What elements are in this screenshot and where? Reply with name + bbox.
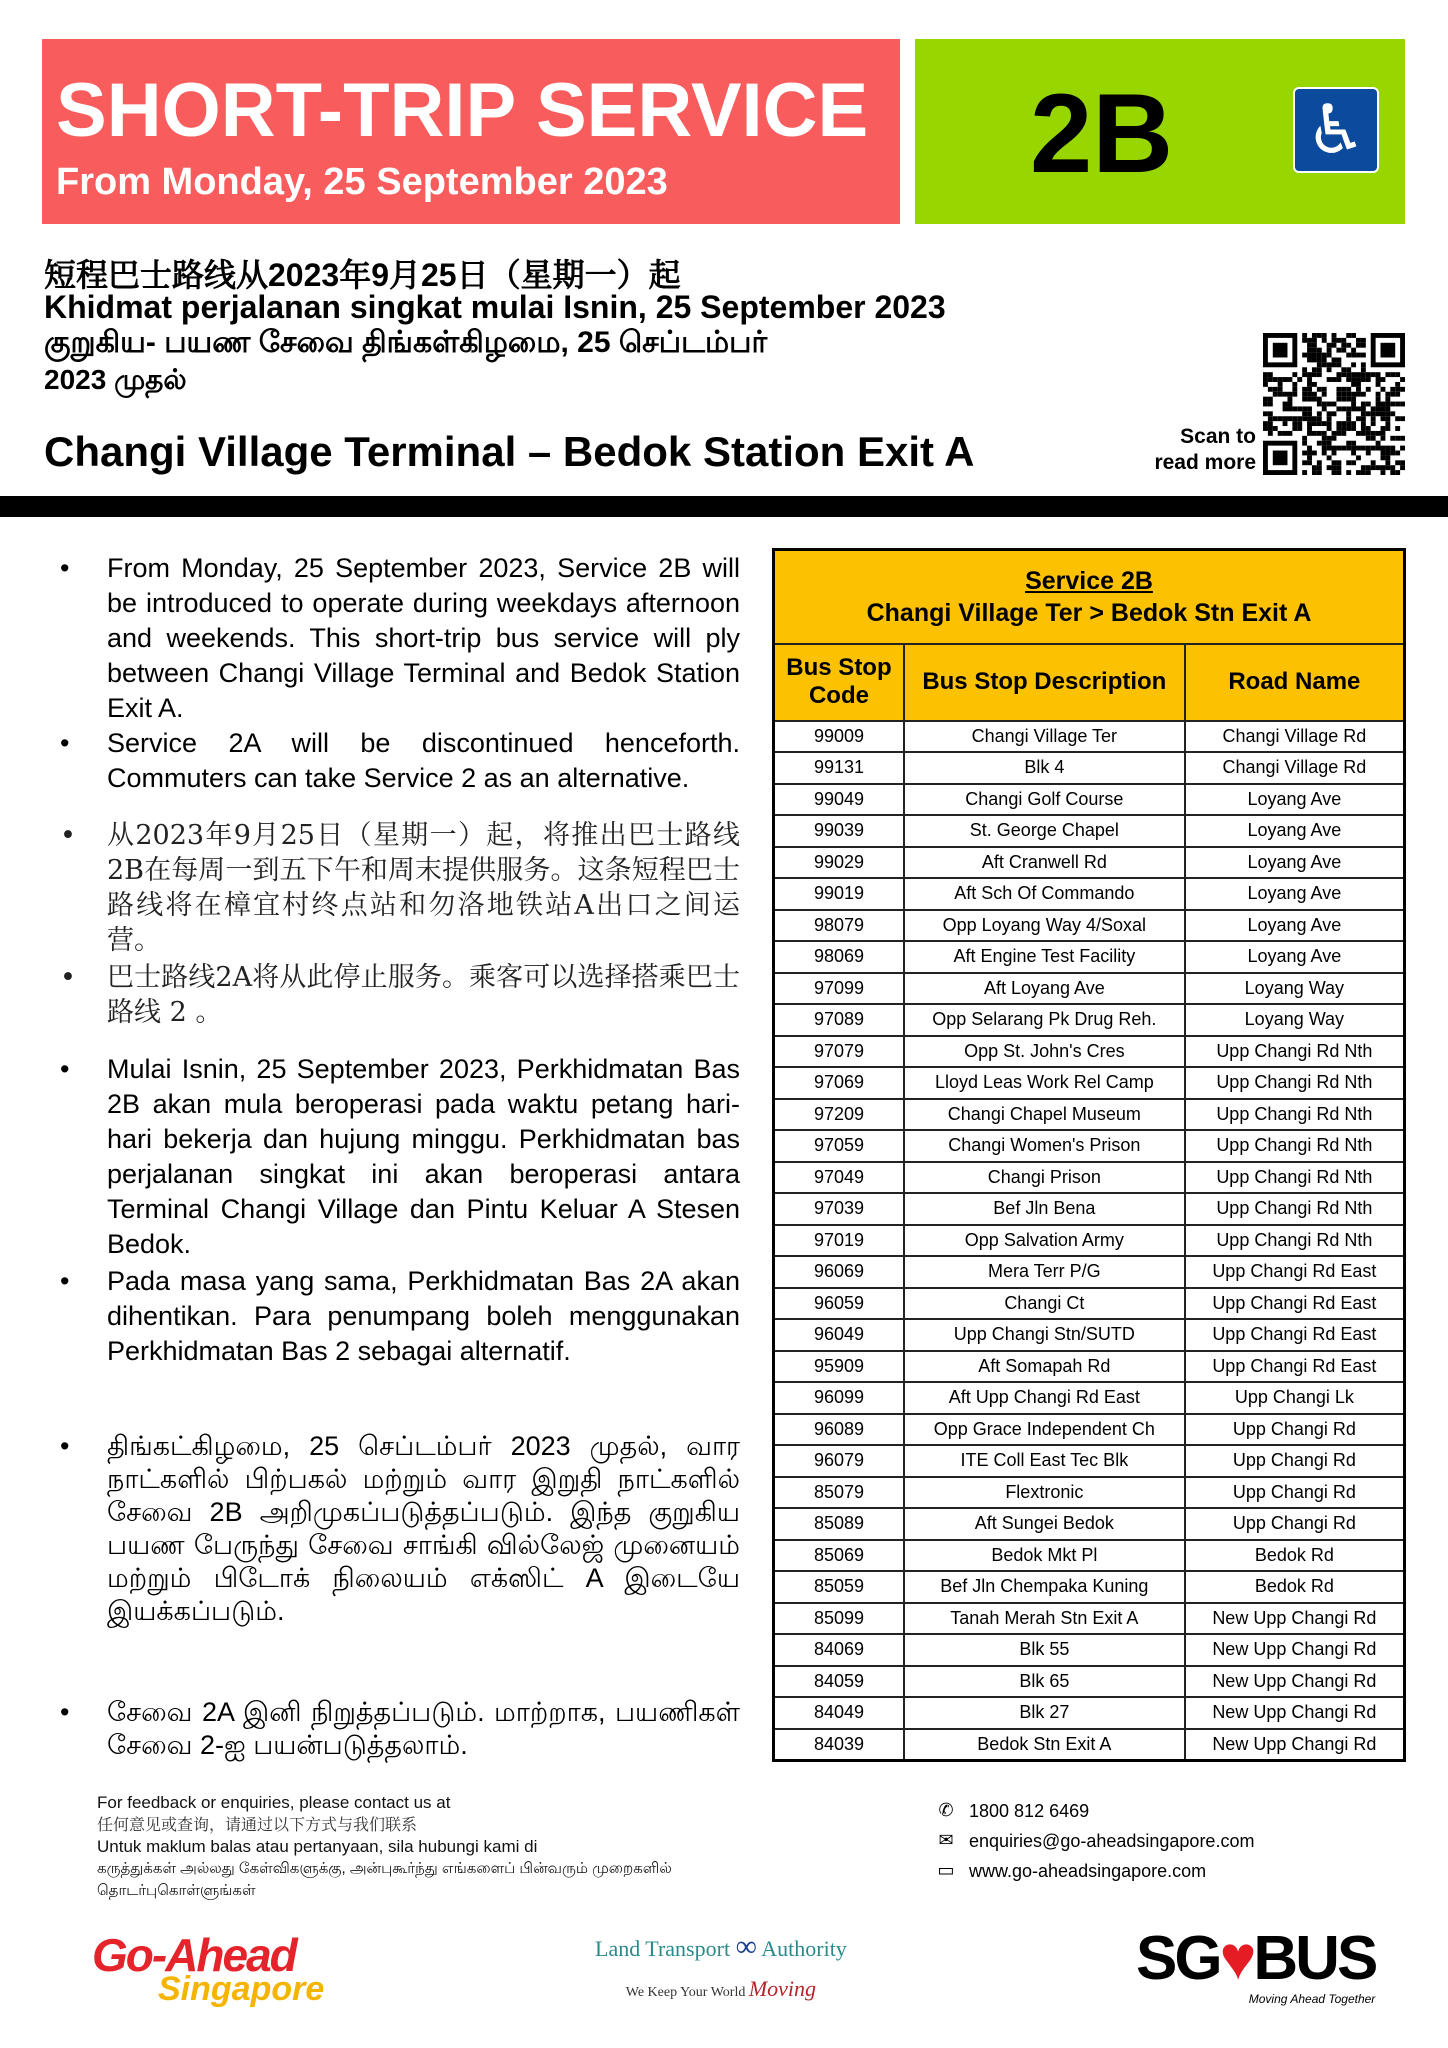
table-row: [774, 752, 1405, 784]
table-row: [774, 1036, 1405, 1068]
cell-description: Upp Changi Stn/SUTD: [904, 1319, 1185, 1351]
cell-code: 99029: [774, 847, 904, 879]
sgbus-logo: [1136, 1924, 1376, 2006]
cell-road: Upp Changi Rd Nth: [1185, 1193, 1405, 1225]
cell-description: Blk 65: [904, 1666, 1185, 1698]
table-row: [774, 1162, 1405, 1194]
cell-description: Opp St. John's Cres: [904, 1036, 1185, 1068]
table-row: [774, 1634, 1405, 1666]
cell-road: Loyang Ave: [1185, 784, 1405, 816]
qr-code[interactable]: [1263, 333, 1405, 475]
cell-code: 97039: [774, 1193, 904, 1225]
cell-code: 97019: [774, 1225, 904, 1257]
cell-description: Lloyd Leas Work Rel Camp: [904, 1067, 1185, 1099]
sgbus-text-1: SG: [1136, 1924, 1220, 1993]
header-title: SHORT-TRIP SERVICE: [56, 68, 869, 153]
email-icon: ✉: [938, 1830, 954, 1851]
cell-code: 84039: [774, 1729, 904, 1761]
route-title: Changi Village Terminal – Bedok Station Exit A: [44, 428, 975, 475]
cell-code: 96079: [774, 1445, 904, 1477]
cell-code: 97069: [774, 1067, 904, 1099]
cell-description: Flextronic: [904, 1477, 1185, 1509]
translation-ms: Khidmat perjalanan singkat mulai Isnin, 25 September 2023: [44, 289, 946, 325]
contact-info: [935, 1796, 1254, 1886]
website-link[interactable]: www.go-aheadsingapore.com: [969, 1861, 1207, 1881]
cell-description: Opp Selarang Pk Drug Reh.: [904, 1004, 1185, 1036]
cell-road: Upp Changi Rd Nth: [1185, 1099, 1405, 1131]
cell-description: Bef Jln Chempaka Kuning: [904, 1571, 1185, 1603]
table-row: [774, 847, 1405, 879]
cell-road: New Upp Changi Rd: [1185, 1634, 1405, 1666]
cell-code: 98079: [774, 910, 904, 942]
wheelchair-icon: ♿: [1293, 87, 1379, 173]
cell-code: 96069: [774, 1256, 904, 1288]
sgbus-text-2: BUS: [1253, 1924, 1376, 1993]
col-header-code: Bus Stop Code: [774, 644, 904, 721]
feedback-text: [97, 1792, 672, 1902]
cell-road: New Upp Changi Rd: [1185, 1603, 1405, 1635]
cell-description: Tanah Merah Stn Exit A: [904, 1603, 1185, 1635]
translation-ta-2: 2023 முதல்: [44, 364, 187, 395]
cell-description: St. George Chapel: [904, 815, 1185, 847]
table-row: [774, 1697, 1405, 1729]
table-row: [774, 973, 1405, 1005]
sgbus-tagline: Moving Ahead Together: [1248, 1992, 1376, 2006]
cell-road: Changi Village Rd: [1185, 752, 1405, 784]
cell-description: Opp Grace Independent Ch: [904, 1414, 1185, 1446]
cell-code: 98069: [774, 941, 904, 973]
table-row: [774, 721, 1405, 753]
qr-label-1: Scan to: [1180, 425, 1256, 448]
lta-text-1: Land Transport: [595, 1936, 731, 1961]
table-subtitle: Changi Village Ter > Bedok Stn Exit A: [866, 598, 1312, 627]
cell-code: 85089: [774, 1508, 904, 1540]
table-row: [774, 1288, 1405, 1320]
computer-icon: ▭: [937, 1860, 955, 1881]
table-row: [774, 1571, 1405, 1603]
cell-description: Aft Loyang Ave: [904, 973, 1185, 1005]
cell-description: ITE Coll East Tec Blk: [904, 1445, 1185, 1477]
cell-description: Blk 55: [904, 1634, 1185, 1666]
cell-description: Bef Jln Bena: [904, 1193, 1185, 1225]
table-row: [774, 1130, 1405, 1162]
table-row: [774, 1603, 1405, 1635]
cell-road: Upp Changi Rd: [1185, 1445, 1405, 1477]
cell-description: Blk 27: [904, 1697, 1185, 1729]
phone-icon: ✆: [938, 1800, 954, 1821]
table-row: [774, 1319, 1405, 1351]
bullet-zh-2: • 巴士路线2A将从此停止服务。乘客可以选择搭乘巴士路线 2 。: [60, 962, 740, 1028]
table-row: [774, 1414, 1405, 1446]
cell-code: 97059: [774, 1130, 904, 1162]
table-row: [774, 1729, 1405, 1761]
table-row: [774, 1477, 1405, 1509]
cell-description: Mera Terr P/G: [904, 1256, 1185, 1288]
cell-description: Aft Sungei Bedok: [904, 1508, 1185, 1540]
lta-text-2: Authority: [761, 1936, 847, 1961]
feedback-en: For feedback or enquiries, please contact us at: [97, 1793, 451, 1812]
cell-code: 96089: [774, 1414, 904, 1446]
cell-road: New Upp Changi Rd: [1185, 1697, 1405, 1729]
cell-road: Upp Changi Rd: [1185, 1477, 1405, 1509]
cell-road: Upp Changi Rd: [1185, 1414, 1405, 1446]
bullet-ms-1: • Mulai Isnin, 25 September 2023, Perkhidmatan Bas 2B akan mula beroperasi pada waktu petang hari-hari bekerja dan hujung minggu. Perkhidmatan bas perjalanan singkat ini akan beroperasi antara Terminal Changi Village dan Pintu Keluar A Stesen Bedok.: [60, 1054, 740, 1259]
cell-code: 99049: [774, 784, 904, 816]
cell-description: Changi Women's Prison: [904, 1130, 1185, 1162]
feedback-zh: 任何意见或查询，请通过以下方式与我们联系: [97, 1815, 418, 1834]
cell-road: Upp Changi Rd East: [1185, 1351, 1405, 1383]
cell-code: 96049: [774, 1319, 904, 1351]
col-header-road: Road Name: [1185, 644, 1405, 721]
cell-description: Bedok Mkt Pl: [904, 1540, 1185, 1572]
cell-code: 97209: [774, 1099, 904, 1131]
cell-road: Upp Changi Lk: [1185, 1382, 1405, 1414]
cell-description: Aft Cranwell Rd: [904, 847, 1185, 879]
table-caption: [774, 550, 1405, 644]
table-row: [774, 784, 1405, 816]
cell-code: 97089: [774, 1004, 904, 1036]
table-row: [774, 1067, 1405, 1099]
cell-code: 85059: [774, 1571, 904, 1603]
cell-road: Loyang Ave: [1185, 941, 1405, 973]
phone-number[interactable]: 1800 812 6469: [969, 1801, 1090, 1821]
cell-description: Bedok Stn Exit A: [904, 1729, 1185, 1761]
table-row: [774, 1256, 1405, 1288]
cell-code: 96099: [774, 1382, 904, 1414]
cell-road: Loyang Way: [1185, 973, 1405, 1005]
cell-road: New Upp Changi Rd: [1185, 1666, 1405, 1698]
cell-code: 99039: [774, 815, 904, 847]
cell-description: Aft Somapah Rd: [904, 1351, 1185, 1383]
cell-code: 99009: [774, 721, 904, 753]
cell-code: 85069: [774, 1540, 904, 1572]
cell-code: 99131: [774, 752, 904, 784]
go-ahead-logo-sub: Singapore: [158, 1970, 325, 2008]
go-ahead-logo-text: Go-Ahead: [92, 1929, 296, 1981]
header-date: From Monday, 25 September 2023: [56, 161, 668, 203]
cell-road: Upp Changi Rd Nth: [1185, 1067, 1405, 1099]
cell-road: Upp Changi Rd East: [1185, 1256, 1405, 1288]
bullet-en-2: • Service 2A will be discontinued henceforth. Commuters can take Service 2 as an alternative.: [60, 728, 740, 793]
translation-zh: 短程巴士路线从2023年9月25日（星期一）起: [44, 257, 681, 293]
table-row: [774, 1351, 1405, 1383]
go-ahead-logo: [92, 1928, 324, 2009]
cell-code: 97079: [774, 1036, 904, 1068]
cell-road: Upp Changi Rd East: [1185, 1319, 1405, 1351]
cell-description: Opp Salvation Army: [904, 1225, 1185, 1257]
divider-bar: [0, 496, 1448, 517]
cell-road: Changi Village Rd: [1185, 721, 1405, 753]
bus-stop-table: [772, 548, 1406, 1762]
feedback-ms: Untuk maklum balas atau pertanyaan, sila hubungi kami di: [97, 1837, 538, 1856]
cell-road: Upp Changi Rd Nth: [1185, 1130, 1405, 1162]
table-row: [774, 1666, 1405, 1698]
cell-code: 99019: [774, 878, 904, 910]
qr-label: [1110, 424, 1256, 476]
cell-road: Loyang Ave: [1185, 847, 1405, 879]
table-row: [774, 941, 1405, 973]
cell-road: Loyang Ave: [1185, 815, 1405, 847]
cell-road: New Upp Changi Rd: [1185, 1729, 1405, 1761]
cell-description: Changi Chapel Museum: [904, 1099, 1185, 1131]
bullet-ms-2: • Pada masa yang sama, Perkhidmatan Bas 2A akan dihentikan. Para penumpang boleh menggunakan Perkhidmatan Bas 2 sebagai alternatif.: [60, 1266, 740, 1366]
cell-code: 85099: [774, 1603, 904, 1635]
cell-code: 97099: [774, 973, 904, 1005]
cell-road: Upp Changi Rd Nth: [1185, 1225, 1405, 1257]
bullet-ta-1: • திங்கட்கிழமை, 25 செப்டம்பர் 2023 முதல், வார நாட்களில் பிற்பகல் மற்றும் வார இறுதி நாட்களில் சேவை 2B அறிமுகப்படுத்தப்படும். இந்த குறுகிய பயண பேருந்து சேவை சாங்கி வில்லேஜ் முனையம் மற்றும் பிடோக் நிலையம் எக்ஸிட் A இடையே இயக்கப்படும்.: [60, 1431, 740, 1626]
cell-road: Bedok Rd: [1185, 1540, 1405, 1572]
cell-description: Blk 4: [904, 752, 1185, 784]
bullet-ta-2: • சேவை 2A இனி நிறுத்தப்படும். மாற்றாக, பயணிகள் சேவை 2-ஐ பயன்படுத்தலாம்.: [60, 1697, 740, 1760]
cell-description: Aft Sch Of Commando: [904, 878, 1185, 910]
bullet-en-1: • From Monday, 25 September 2023, Service 2B will be introduced to operate during weekdays afternoon and weekends. This short-trip bus service will ply between Changi Village Terminal and Bedok Station Exit A.: [60, 553, 740, 723]
table-row: [774, 1225, 1405, 1257]
cell-road: Loyang Ave: [1185, 910, 1405, 942]
table-row: [774, 1540, 1405, 1572]
cell-code: 97049: [774, 1162, 904, 1194]
cell-road: Upp Changi Rd Nth: [1185, 1162, 1405, 1194]
table-row: [774, 910, 1405, 942]
lta-logo: Land Transport ∞ Authority We Keep Your World Moving: [595, 1930, 847, 2001]
cell-road: Upp Changi Rd: [1185, 1508, 1405, 1540]
cell-code: 84049: [774, 1697, 904, 1729]
cell-road: Upp Changi Rd Nth: [1185, 1036, 1405, 1068]
table-title: Service 2B: [1025, 566, 1153, 595]
table-row: [774, 1193, 1405, 1225]
heart-icon: ♥: [1219, 1924, 1254, 1993]
cell-road: Upp Changi Rd East: [1185, 1288, 1405, 1320]
cell-road: Bedok Rd: [1185, 1571, 1405, 1603]
cell-description: Aft Engine Test Facility: [904, 941, 1185, 973]
service-number-banner: [915, 39, 1405, 224]
bullet-zh-1: • 从2023年9月25日（星期一）起，将推出巴士路线2B在每周一到五下午和周末提供服务。这条短程巴士路线将在樟宜村终点站和勿洛地铁站A出口之间运营。: [60, 820, 740, 956]
cell-code: 84059: [774, 1666, 904, 1698]
feedback-ta-2: தொடர்புகொள்ளுங்கள்: [97, 1882, 256, 1899]
table-row: [774, 1508, 1405, 1540]
cell-code: 84069: [774, 1634, 904, 1666]
cell-description: Changi Prison: [904, 1162, 1185, 1194]
cell-description: Changi Village Ter: [904, 721, 1185, 753]
cell-code: 96059: [774, 1288, 904, 1320]
email-link[interactable]: enquiries@go-aheadsingapore.com: [969, 1831, 1255, 1851]
translation-ta-1: குறுகிய- பயண சேவை திங்கள்கிழமை, 25 செப்டம்பர்: [44, 326, 768, 359]
table-row: [774, 1099, 1405, 1131]
cell-code: 95909: [774, 1351, 904, 1383]
table-row: [774, 815, 1405, 847]
cell-description: Changi Ct: [904, 1288, 1185, 1320]
table-row: [774, 878, 1405, 910]
service-number: 2B: [1030, 71, 1174, 196]
qr-label-2: read more: [1154, 451, 1256, 474]
table-row: [774, 1004, 1405, 1036]
table-row: [774, 1445, 1405, 1477]
lta-tagline-moving: Moving: [748, 1976, 817, 2001]
feedback-ta-1: கருத்துக்கள் அல்லது கேள்விகளுக்கு, அன்புகூர்ந்து எங்களைப் பின்வரும் முறைகளில்: [97, 1860, 672, 1877]
cell-description: Opp Loyang Way 4/Soxal: [904, 910, 1185, 942]
table-row: [774, 1382, 1405, 1414]
cell-road: Loyang Ave: [1185, 878, 1405, 910]
cell-description: Aft Upp Changi Rd East: [904, 1382, 1185, 1414]
lta-tagline: We Keep Your World: [625, 1985, 746, 2000]
col-header-description: Bus Stop Description: [904, 644, 1185, 721]
header-banner: [42, 39, 900, 224]
cell-code: 85079: [774, 1477, 904, 1509]
cell-road: Loyang Way: [1185, 1004, 1405, 1036]
cell-description: Changi Golf Course: [904, 784, 1185, 816]
